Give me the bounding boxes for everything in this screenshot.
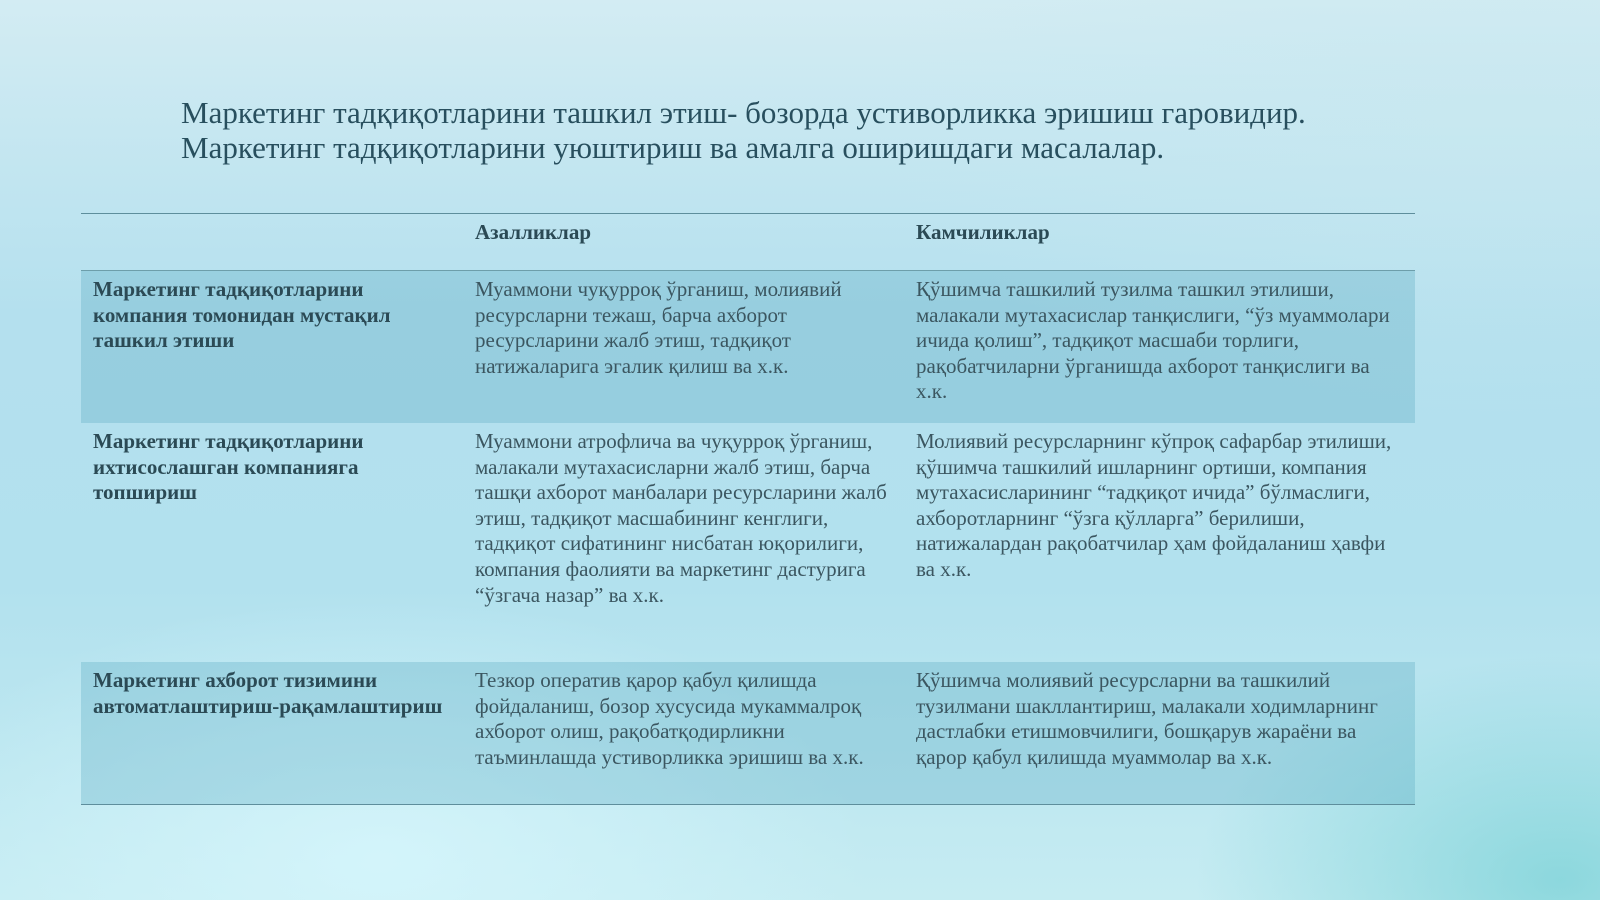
row-label: Маркетинг ахборот тизимини автоматлаштириш-рақамлаштириш xyxy=(93,668,443,718)
header-cell-empty xyxy=(81,214,463,270)
table-row xyxy=(81,423,1415,662)
row-label: Маркетинг тадқиқотларини компания томонидан мустақил ташкил этиши xyxy=(93,277,391,353)
disadvantages-cell: Қўшимча молиявий ресурсларни ва ташкилий тузилмани шакллантириш, малакали ходимларнинг дастлабки етишмовчилиги, бошқарув жараёни ва қарор қабул қилишда муаммолар ва х.к. xyxy=(916,668,1378,769)
table-row xyxy=(81,662,1415,804)
table-row xyxy=(81,271,1415,423)
disadvantages-cell: Молиявий ресурсларнинг кўпроқ сафарбар этилиши, қўшимча ташкилий ишларнинг ортиши, компания мутахасисларининг “тадқиқот ичида” бўлмаслиги, ахборотларнинг “ўзга қўлларга” берилиши, натижалардан рақобатчилар ҳам фойдаланиш ҳавфи ва х.к. xyxy=(916,429,1392,581)
advantages-cell: Муаммони чуқурроқ ўрганиш, молиявий ресурсларни тежаш, барча ахборот ресурсларини жалб этиш, тадқиқот натижаларига эгалик қилиш ва х.к. xyxy=(475,277,842,378)
comparison-table xyxy=(81,213,1415,805)
disadvantages-cell: Қўшимча ташкилий тузилма ташкил этилиши, малакали мутахасислар танқислиги, “ўз муаммолари ичида қолиш”, тадқиқот масшаби торлиги, рақобатчиларни ўрганишда ахборот танқислиги ва х.к. xyxy=(916,277,1390,404)
header-cell-advantages: Азалликлар xyxy=(475,220,592,244)
slide-title: Маркетинг тадқиқотларини ташкил этиш- бозорда устиворликка эришиш гаровидир. Маркетинг тадқиқотларини уюштириш ва амалга оширишдаги масалалар. xyxy=(181,95,1306,165)
advantages-cell: Тезкор оператив қарор қабул қилишда фойдаланиш, бозор хусусида мукаммалроқ ахборот олиш, рақобатқодирликни таъминлашда устиворликка эришиш ва х.к. xyxy=(475,668,864,769)
table-header-row xyxy=(81,214,1415,271)
header-cell-disadvantages: Камчиликлар xyxy=(916,220,1050,244)
advantages-cell: Муаммони атрофлича ва чуқурроқ ўрганиш, малакали мутахасисларни жалб этиш, барча ташқи ахборот манбалари ресурсларини жалб этиш, тадқиқот масшабининг кенглиги, тадқиқот сифатининг нисбатан юқорилиги, компания фаолияти ва маркетинг дастурига “ўзгача назар” ва х.к. xyxy=(475,429,887,607)
row-label: Маркетинг тадқиқотларини ихтисослашган компанияга топшириш xyxy=(93,429,364,505)
